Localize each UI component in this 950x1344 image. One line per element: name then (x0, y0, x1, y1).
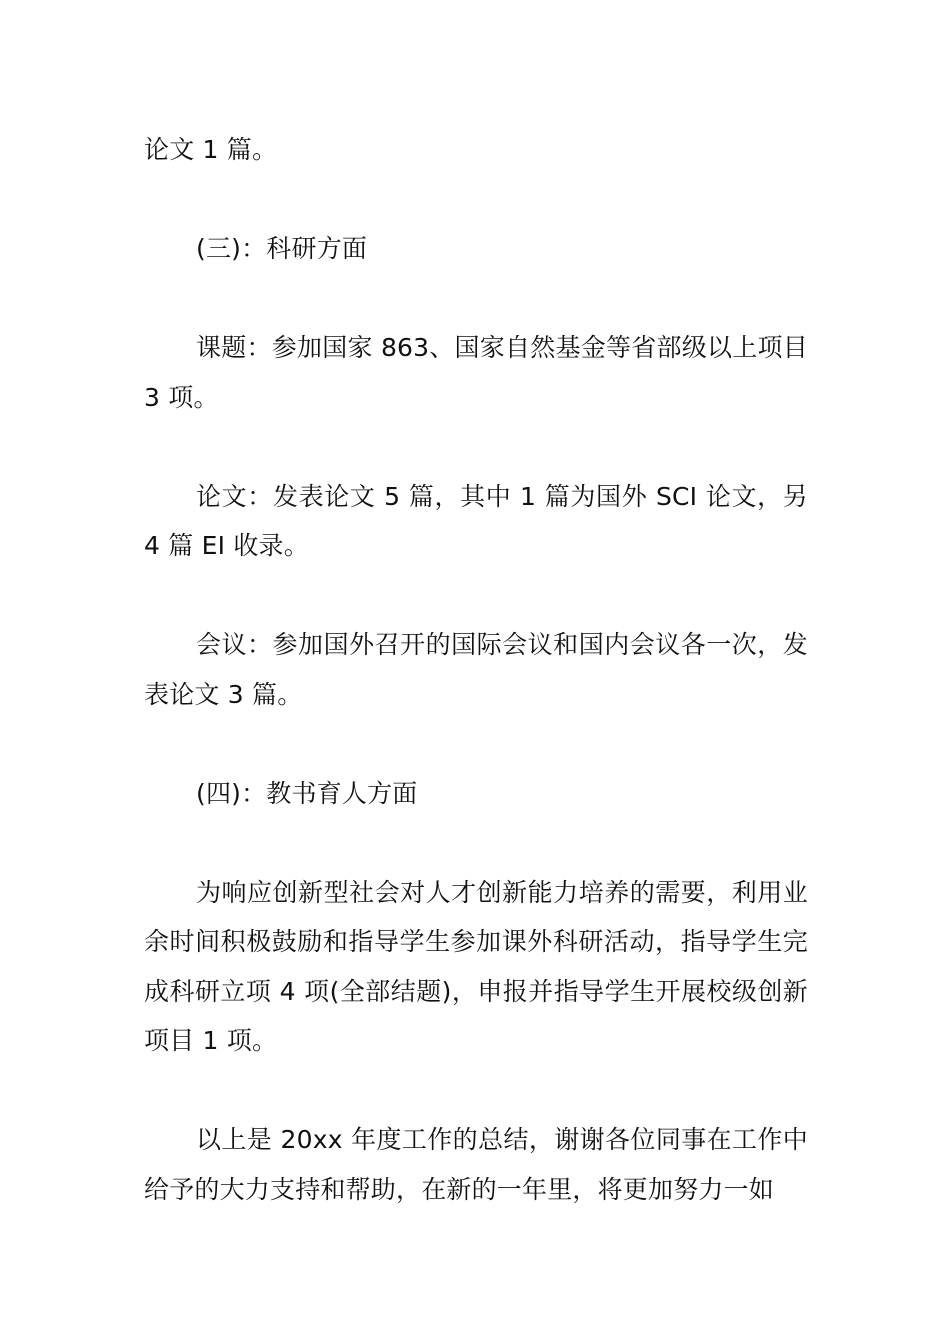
paragraph-papers: 论文：发表论文 5 篇，其中 1 篇为国外 SCI 论文，另 4 篇 EI 收录。 (144, 481, 808, 560)
paragraph-projects: 课题：参加国家 863、国家自然基金等省部级以上项目 3 项。 (144, 333, 808, 412)
paragraph-summary: 以上是 20xx 年度工作的总结，谢谢各位同事在工作中给予的大力支持和帮助，在新的一年里，将更加努力一如 (144, 1125, 808, 1204)
document-body (144, 125, 808, 1214)
paragraph-conferences: 会议：参加国外召开的国际会议和国内会议各一次，发表论文 3 篇。 (144, 630, 808, 709)
paragraph-student-guidance: 为响应创新型社会对人才创新能力培养的需要，利用业余时间积极鼓励和指导学生参加课外科研活动，指导学生完成科研立项 4 项(全部结题)，申报并指导学生开展校级创新项目 1 项。 (144, 877, 808, 1055)
paragraph-thesis-count: 论文 1 篇。 (144, 135, 278, 164)
heading-research: (三)：科研方面 (196, 234, 368, 263)
heading-teaching: (四)：教书育人方面 (196, 778, 418, 808)
